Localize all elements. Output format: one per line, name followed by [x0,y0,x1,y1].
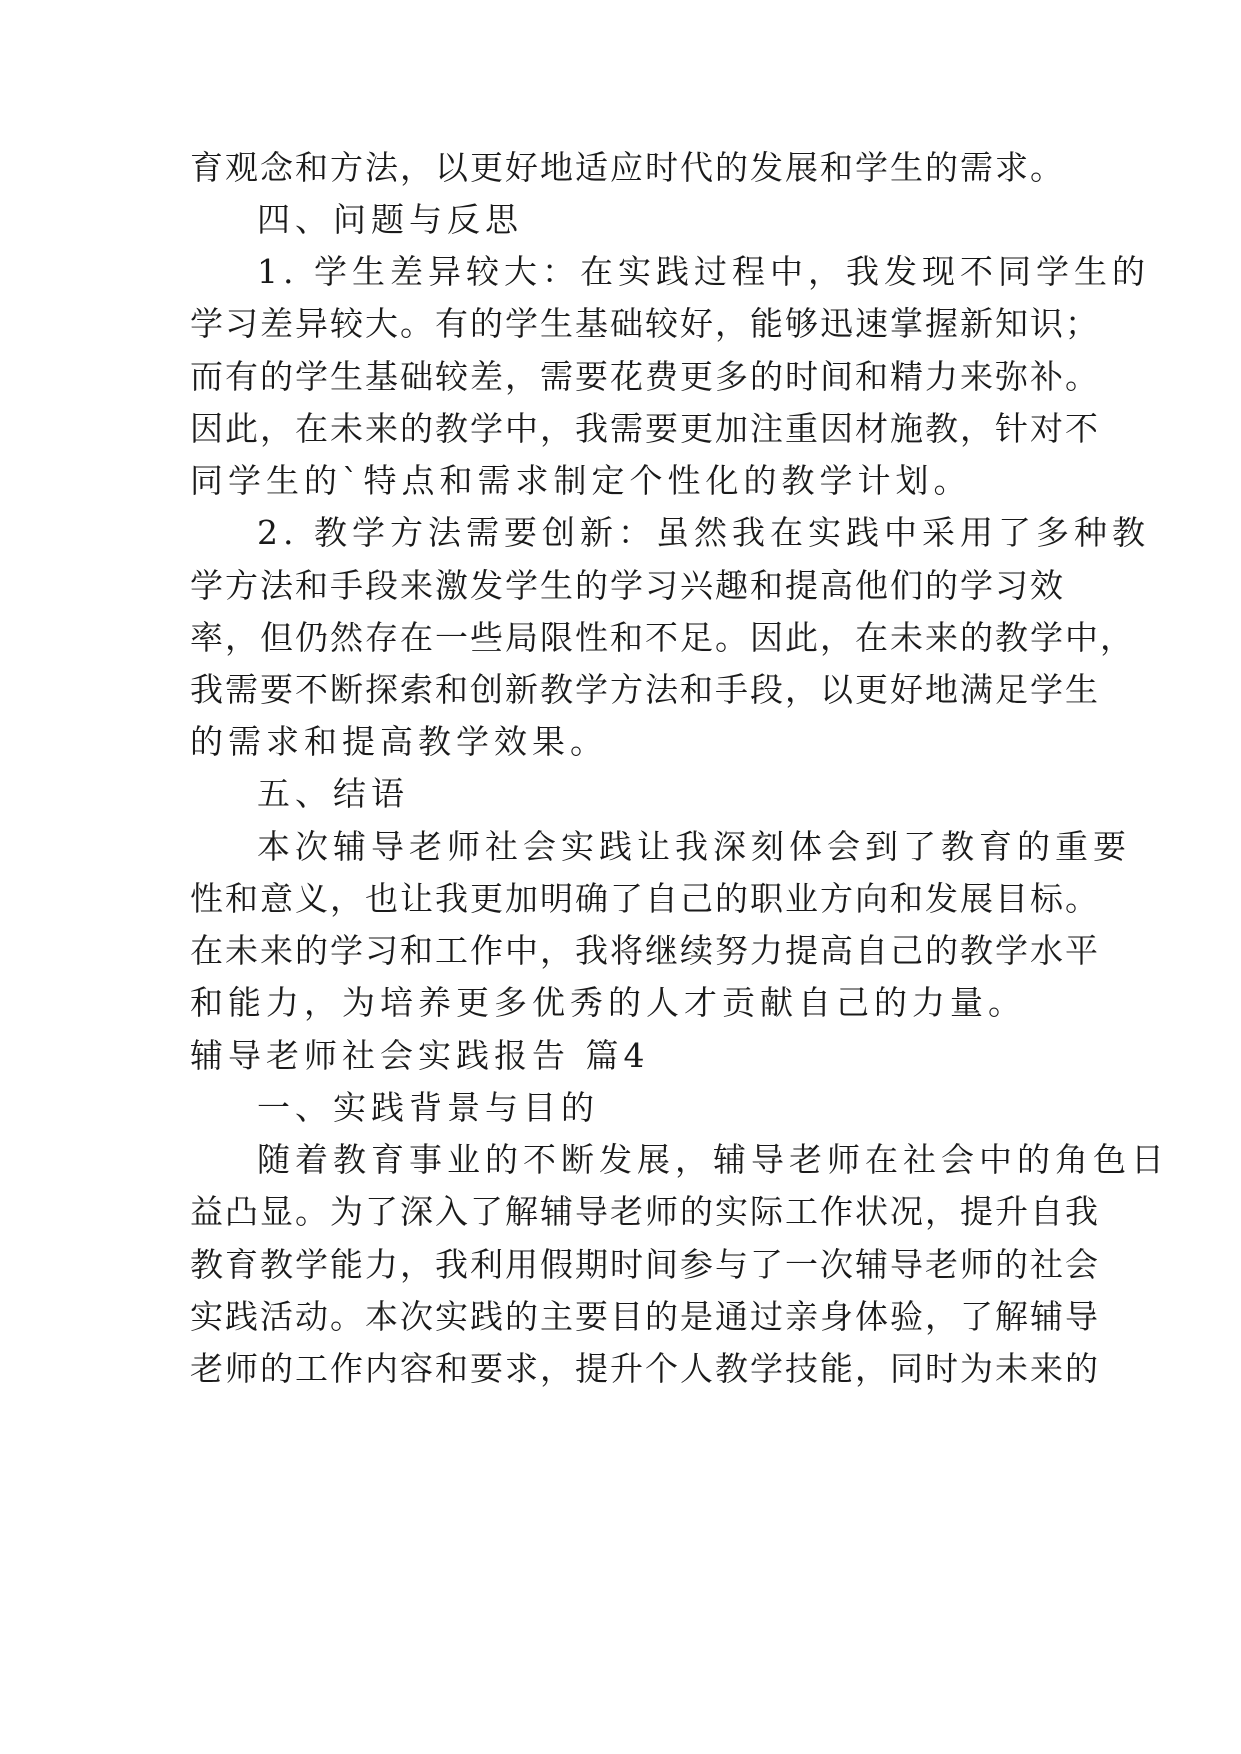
paragraph-line: 学习差异较大。有的学生基础较好，能够迅速掌握新知识； [190,304,1100,343]
paragraph-line: 性和意义，也让我更加明确了自己的职业方向和发展目标。 [190,879,1100,918]
paragraph-line: 1. 学生差异较大：在实践过程中，我发现不同学生的 [257,252,1150,291]
paragraph-line: 老师的工作内容和要求，提升个人教学技能，同时为未来的 [190,1349,1100,1388]
paragraph-line: 随着教育事业的不断发展，辅导老师在社会中的角色日 [257,1140,1169,1179]
paragraph-line: 和能力，为培养更多优秀的人才贡献自己的力量。 [190,983,1026,1022]
article-title: 辅导老师社会实践报告 篇4 [190,1036,650,1075]
paragraph-line: 2. 教学方法需要创新：虽然我在实践中采用了多种教 [257,513,1150,552]
paragraph-line: 因此，在未来的教学中，我需要更加注重因材施教，针对不 [190,409,1100,448]
paragraph-line: 同学生的`特点和需求制定个性化的教学计划。 [190,461,972,500]
section-heading: 五、结语 [257,774,409,813]
paragraph-line: 教育教学能力，我利用假期时间参与了一次辅导老师的社会 [190,1245,1100,1284]
paragraph-line: 在未来的学习和工作中，我将继续努力提高自己的教学水平 [190,931,1100,970]
paragraph-line: 学方法和手段来激发学生的学习兴趣和提高他们的学习效 [190,566,1065,605]
paragraph-line: 我需要不断探索和创新教学方法和手段，以更好地满足学生 [190,670,1100,709]
section-heading: 一、实践背景与目的 [257,1088,599,1127]
paragraph-line: 育观念和方法，以更好地适应时代的发展和学生的需求。 [190,148,1065,187]
paragraph-line: 益凸显。为了深入了解辅导老师的实际工作状况，提升自我 [190,1192,1100,1231]
section-heading: 四、问题与反思 [257,200,523,239]
paragraph-line: 而有的学生基础较差，需要花费更多的时间和精力来弥补。 [190,357,1100,396]
paragraph-line: 本次辅导老师社会实践让我深刻体会到了教育的重要 [257,827,1131,866]
paragraph-line: 率，但仍然存在一些局限性和不足。因此，在未来的教学中， [190,618,1135,657]
paragraph-line: 的需求和提高教学效果。 [190,722,608,761]
paragraph-line: 实践活动。本次实践的主要目的是通过亲身体验，了解辅导 [190,1297,1100,1336]
